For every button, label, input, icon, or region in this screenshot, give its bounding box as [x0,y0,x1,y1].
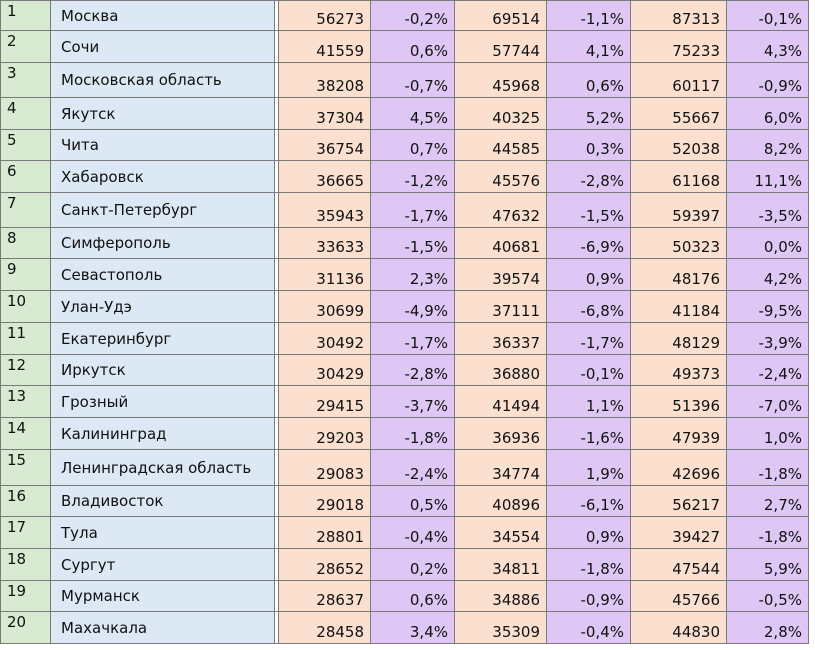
row-number-cell[interactable]: 13 [1,386,51,418]
change-3-cell[interactable]: -7,0% [727,386,809,418]
change-2-cell[interactable]: -1,6% [547,418,631,450]
value-3-cell[interactable]: 49373 [631,355,727,386]
value-1-cell[interactable]: 28652 [279,549,371,581]
value-3-cell[interactable]: 42696 [631,450,727,486]
change-1-cell[interactable]: 0,6% [371,31,455,63]
table-row [1,418,809,450]
table-row [1,259,809,291]
value-1-cell[interactable]: 38208 [279,63,371,98]
value-1-cell[interactable]: 28637 [279,581,371,612]
value-1-cell[interactable]: 36665 [279,161,371,193]
change-1-cell[interactable]: 0,5% [371,486,455,517]
value-2-cell[interactable]: 34554 [455,517,547,549]
change-2-cell[interactable]: -0,9% [547,581,631,612]
table-row [1,486,809,517]
row-number-cell[interactable]: 19 [1,581,51,612]
value-1-cell[interactable]: 30492 [279,323,371,355]
table-row [1,517,809,549]
value-2-cell[interactable]: 40896 [455,486,547,517]
change-3-cell[interactable]: -9,5% [727,291,809,323]
city-cell[interactable]: Хабаровск [51,161,275,193]
table-row [1,98,809,130]
city-cell[interactable]: Ленинградская область [51,450,275,486]
value-1-cell[interactable]: 56273 [279,1,371,31]
value-1-cell[interactable]: 30429 [279,355,371,386]
change-3-cell[interactable]: 6,0% [727,98,809,130]
change-3-cell[interactable]: 1,0% [727,418,809,450]
change-1-cell[interactable]: -0,4% [371,517,455,549]
change-3-cell[interactable]: 0,0% [727,228,809,259]
city-cell[interactable]: Владивосток [51,486,275,517]
table-row [1,549,809,581]
change-3-cell[interactable]: 8,2% [727,130,809,161]
table-row [1,228,809,259]
change-2-cell[interactable]: -0,1% [547,355,631,386]
change-3-cell[interactable]: 5,9% [727,549,809,581]
value-3-cell[interactable]: 55667 [631,98,727,130]
value-2-cell[interactable]: 69514 [455,1,547,31]
row-number-cell[interactable]: 7 [1,193,51,228]
city-cell[interactable]: Симферополь [51,228,275,259]
value-3-cell[interactable]: 47939 [631,418,727,450]
row-number-cell[interactable]: 16 [1,486,51,517]
row-number-cell[interactable]: 12 [1,355,51,386]
row-number-cell[interactable]: 10 [1,291,51,323]
row-number-cell[interactable]: 14 [1,418,51,450]
value-1-cell[interactable]: 29018 [279,486,371,517]
change-3-cell[interactable]: -1,8% [727,450,809,486]
city-cell[interactable]: Мурманск [51,581,275,612]
change-2-cell[interactable]: 1,9% [547,450,631,486]
value-3-cell[interactable]: 59397 [631,193,727,228]
change-2-cell[interactable]: 0,6% [547,63,631,98]
table-row [1,63,809,98]
value-2-cell[interactable]: 35309 [455,612,547,644]
change-3-cell[interactable]: 2,7% [727,486,809,517]
value-2-cell[interactable]: 40681 [455,228,547,259]
row-number-cell[interactable]: 6 [1,161,51,193]
row-number-cell[interactable]: 4 [1,98,51,130]
city-cell[interactable]: Московская область [51,63,275,98]
change-1-cell[interactable]: 3,4% [371,612,455,644]
change-1-cell[interactable]: 2,3% [371,259,455,291]
change-2-cell[interactable]: -6,8% [547,291,631,323]
row-number-cell[interactable]: 20 [1,612,51,644]
change-3-cell[interactable]: 4,3% [727,31,809,63]
row-number-cell[interactable]: 11 [1,323,51,355]
table-row [1,130,809,161]
table-row [1,355,809,386]
city-cell[interactable]: Улан-Удэ [51,291,275,323]
change-1-cell[interactable]: 4,5% [371,98,455,130]
row-number-cell[interactable]: 18 [1,549,51,581]
city-cell[interactable]: Тула [51,517,275,549]
value-3-cell[interactable]: 47544 [631,549,727,581]
change-3-cell[interactable]: -3,5% [727,193,809,228]
value-1-cell[interactable]: 28458 [279,612,371,644]
change-1-cell[interactable]: 0,2% [371,549,455,581]
value-1-cell[interactable]: 30699 [279,291,371,323]
change-2-cell[interactable]: 0,3% [547,130,631,161]
value-3-cell[interactable]: 44830 [631,612,727,644]
value-1-cell[interactable]: 29203 [279,418,371,450]
value-2-cell[interactable]: 57744 [455,31,547,63]
city-cell[interactable]: Якутск [51,98,275,130]
change-1-cell[interactable]: -1,2% [371,161,455,193]
change-2-cell[interactable]: 1,1% [547,386,631,418]
change-3-cell[interactable]: -2,4% [727,355,809,386]
change-3-cell[interactable]: 11,1% [727,161,809,193]
value-1-cell[interactable]: 31136 [279,259,371,291]
change-2-cell[interactable]: 4,1% [547,31,631,63]
change-2-cell[interactable]: -6,1% [547,486,631,517]
change-1-cell[interactable]: -1,7% [371,193,455,228]
change-1-cell[interactable]: -4,9% [371,291,455,323]
value-2-cell[interactable]: 34774 [455,450,547,486]
value-3-cell[interactable]: 45766 [631,581,727,612]
value-1-cell[interactable]: 36754 [279,130,371,161]
table-row [1,612,809,644]
change-1-cell[interactable]: 0,7% [371,130,455,161]
value-1-cell[interactable]: 37304 [279,98,371,130]
table-row [1,581,809,612]
value-2-cell[interactable]: 44585 [455,130,547,161]
value-2-cell[interactable]: 34811 [455,549,547,581]
row-number-cell[interactable]: 8 [1,228,51,259]
city-cell[interactable]: Севастополь [51,259,275,291]
change-1-cell[interactable]: -0,7% [371,63,455,98]
change-2-cell[interactable]: 0,9% [547,259,631,291]
city-cell[interactable]: Москва [51,1,275,31]
table-row [1,291,809,323]
change-1-cell[interactable]: 0,6% [371,581,455,612]
row-number-cell[interactable]: 17 [1,517,51,549]
value-3-cell[interactable]: 51396 [631,386,727,418]
change-1-cell[interactable]: -1,8% [371,418,455,450]
change-2-cell[interactable]: -1,1% [547,1,631,31]
change-3-cell[interactable]: -0,1% [727,1,809,31]
city-cell[interactable]: Калининград [51,418,275,450]
city-cell[interactable]: Сочи [51,31,275,63]
value-2-cell[interactable]: 45968 [455,63,547,98]
table-row [1,386,809,418]
change-3-cell[interactable]: 4,2% [727,259,809,291]
value-3-cell[interactable]: 52038 [631,130,727,161]
value-1-cell[interactable]: 35943 [279,193,371,228]
change-1-cell[interactable]: -2,4% [371,450,455,486]
value-2-cell[interactable]: 36936 [455,418,547,450]
table-row [1,323,809,355]
value-3-cell[interactable]: 48176 [631,259,727,291]
city-cell[interactable]: Екатеринбург [51,323,275,355]
value-1-cell[interactable]: 28801 [279,517,371,549]
value-2-cell[interactable]: 36337 [455,323,547,355]
table-body [1,1,809,644]
change-1-cell[interactable]: -0,2% [371,1,455,31]
change-2-cell[interactable]: -0,4% [547,612,631,644]
value-1-cell[interactable]: 29415 [279,386,371,418]
change-2-cell[interactable]: -6,9% [547,228,631,259]
value-3-cell[interactable]: 41184 [631,291,727,323]
table-row [1,1,809,31]
value-3-cell[interactable]: 87313 [631,1,727,31]
row-number-cell[interactable]: 1 [1,1,51,31]
change-2-cell[interactable]: 5,2% [547,98,631,130]
change-2-cell[interactable]: -1,7% [547,323,631,355]
value-2-cell[interactable]: 40325 [455,98,547,130]
change-2-cell[interactable]: -1,8% [547,549,631,581]
change-2-cell[interactable]: -2,8% [547,161,631,193]
change-3-cell[interactable]: 2,8% [727,612,809,644]
value-3-cell[interactable]: 48129 [631,323,727,355]
city-cell[interactable]: Чита [51,130,275,161]
value-3-cell[interactable]: 60117 [631,63,727,98]
value-2-cell[interactable]: 47632 [455,193,547,228]
value-2-cell[interactable]: 36880 [455,355,547,386]
city-cell[interactable]: Иркутск [51,355,275,386]
change-3-cell[interactable]: -0,5% [727,581,809,612]
city-cell[interactable]: Грозный [51,386,275,418]
row-number-cell[interactable]: 15 [1,450,51,486]
value-2-cell[interactable]: 39574 [455,259,547,291]
value-3-cell[interactable]: 50323 [631,228,727,259]
table-row [1,161,809,193]
table-row [1,193,809,228]
value-2-cell[interactable]: 37111 [455,291,547,323]
value-3-cell[interactable]: 39427 [631,517,727,549]
value-1-cell[interactable]: 33633 [279,228,371,259]
row-number-cell[interactable]: 2 [1,31,51,63]
row-number-cell[interactable]: 3 [1,63,51,98]
table-row [1,31,809,63]
change-1-cell[interactable]: -3,7% [371,386,455,418]
value-3-cell[interactable]: 75233 [631,31,727,63]
value-3-cell[interactable]: 56217 [631,486,727,517]
table-row [1,450,809,486]
value-1-cell[interactable]: 41559 [279,31,371,63]
value-2-cell[interactable]: 45576 [455,161,547,193]
change-3-cell[interactable]: -3,9% [727,323,809,355]
change-3-cell[interactable]: -0,9% [727,63,809,98]
change-3-cell[interactable]: -1,8% [727,517,809,549]
change-1-cell[interactable]: -1,5% [371,228,455,259]
city-cell[interactable]: Махачкала [51,612,275,644]
city-cell[interactable]: Сургут [51,549,275,581]
value-3-cell[interactable]: 61168 [631,161,727,193]
row-number-cell[interactable]: 9 [1,259,51,291]
city-cell[interactable]: Санкт-Петербург [51,193,275,228]
value-1-cell[interactable]: 29083 [279,450,371,486]
change-2-cell[interactable]: 0,9% [547,517,631,549]
change-1-cell[interactable]: -1,7% [371,323,455,355]
row-number-cell[interactable]: 5 [1,130,51,161]
change-2-cell[interactable]: -1,5% [547,193,631,228]
value-2-cell[interactable]: 41494 [455,386,547,418]
change-1-cell[interactable]: -2,8% [371,355,455,386]
value-2-cell[interactable]: 34886 [455,581,547,612]
